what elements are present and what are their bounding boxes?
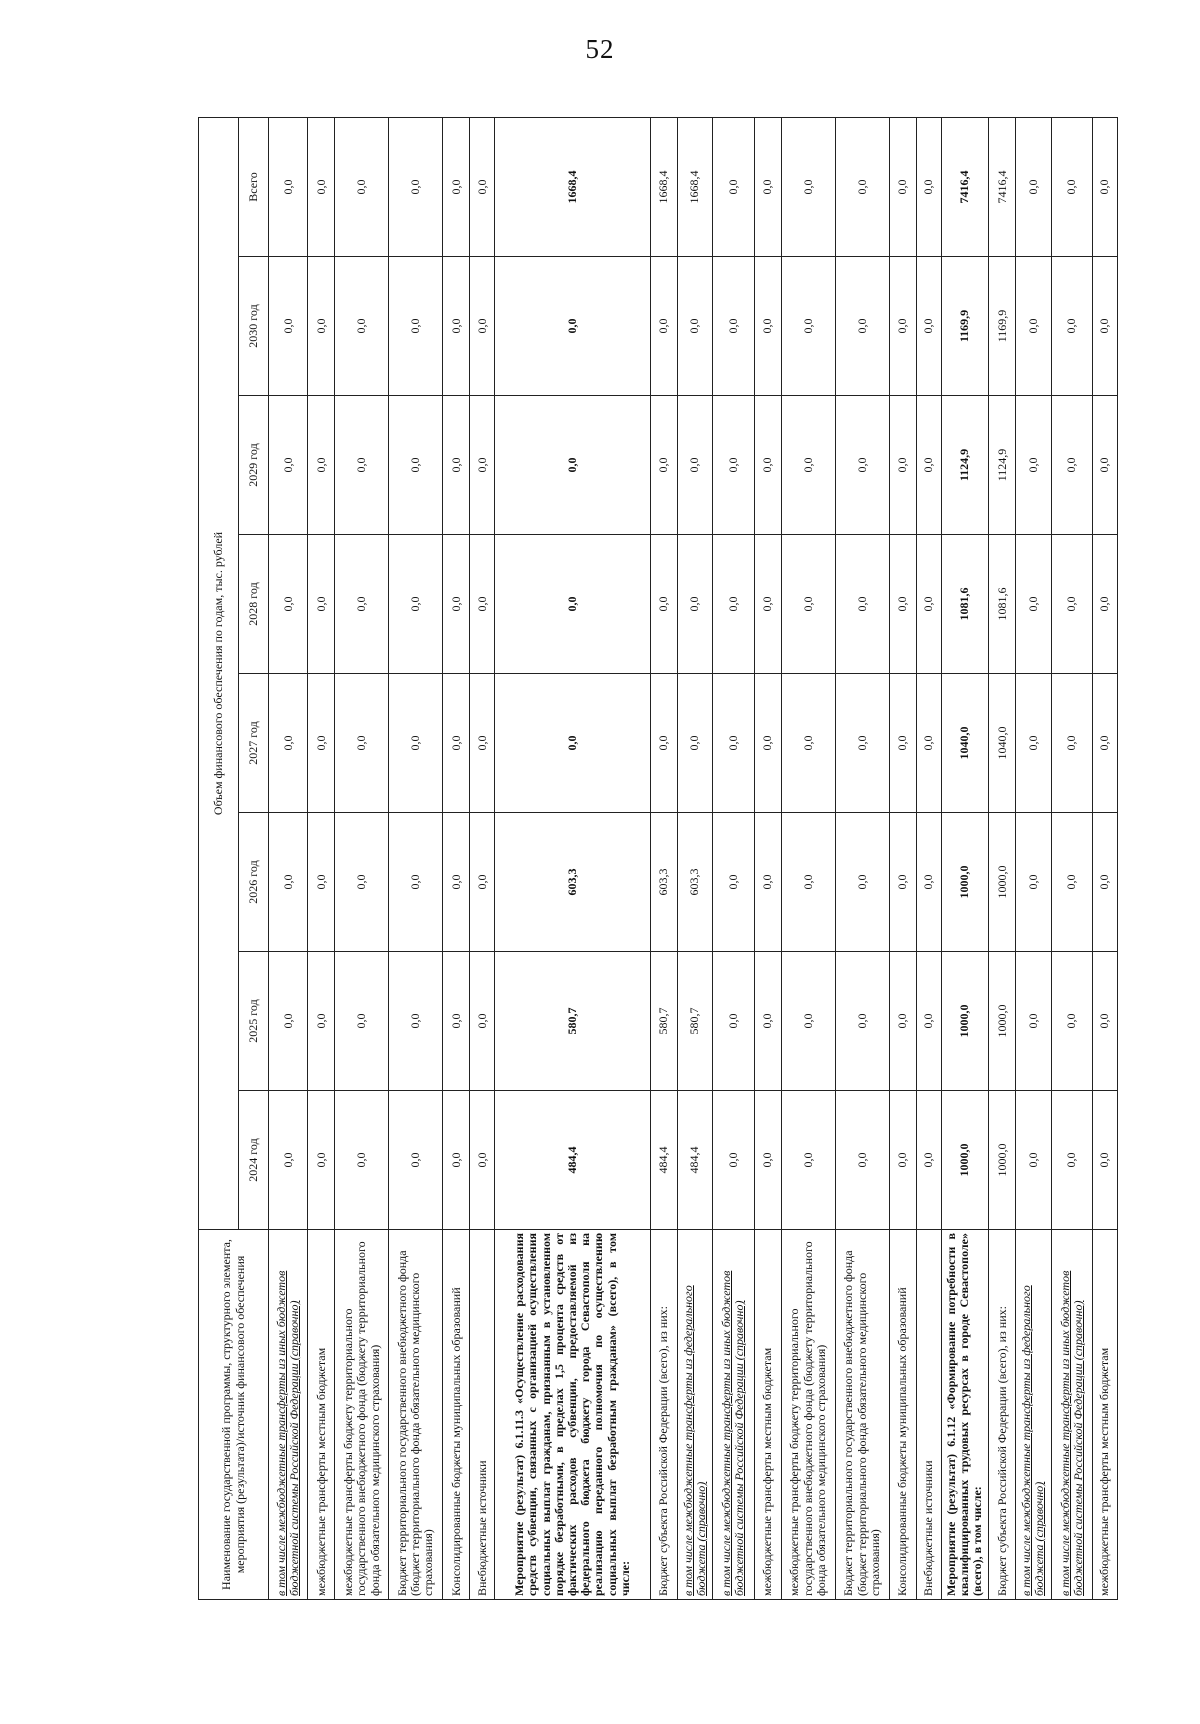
value-cell: 0,0 bbox=[443, 813, 470, 952]
value-cell: 0,0 bbox=[389, 1091, 443, 1230]
table-row bbox=[1016, 117, 1051, 1599]
row-label: Внебюджетные источники bbox=[470, 1230, 495, 1600]
row-label: межбюджетные трансферты местным бюджетам bbox=[1093, 1230, 1118, 1600]
table-row bbox=[269, 117, 308, 1599]
value-cell: 0,0 bbox=[677, 257, 712, 396]
value-cell: 1081,6 bbox=[989, 535, 1016, 674]
value-cell: 1124,9 bbox=[989, 396, 1016, 535]
value-cell: 1169,9 bbox=[941, 257, 989, 396]
value-cell: 0,0 bbox=[443, 396, 470, 535]
value-cell: 0,0 bbox=[754, 396, 781, 535]
table-row bbox=[308, 117, 335, 1599]
value-cell: 484,4 bbox=[495, 1091, 651, 1230]
value-cell: 7416,4 bbox=[941, 117, 989, 256]
row-label: Консолидированные бюджеты муниципальных образований bbox=[889, 1230, 916, 1600]
value-cell: 0,0 bbox=[713, 396, 755, 535]
value-cell: 1081,6 bbox=[941, 535, 989, 674]
value-cell: 0,0 bbox=[1016, 674, 1051, 813]
value-cell: 0,0 bbox=[713, 117, 755, 256]
value-cell: 0,0 bbox=[470, 1091, 495, 1230]
value-cell: 0,0 bbox=[835, 257, 889, 396]
value-cell: 0,0 bbox=[781, 257, 835, 396]
value-cell: 0,0 bbox=[335, 396, 389, 535]
value-cell: 0,0 bbox=[1051, 535, 1093, 674]
table-row bbox=[443, 117, 470, 1599]
year-header: Всего bbox=[239, 117, 269, 256]
year-header: 2027 год bbox=[239, 674, 269, 813]
value-cell: 0,0 bbox=[1093, 535, 1118, 674]
value-cell: 0,0 bbox=[916, 674, 941, 813]
table-row bbox=[1093, 117, 1118, 1599]
value-cell: 0,0 bbox=[269, 257, 308, 396]
value-cell: 0,0 bbox=[269, 674, 308, 813]
row-label: межбюджетные трансферты бюджету территориального государственного внебюджетного фонда (бюджету территориального фонда обязательного медицинского страхования) bbox=[335, 1230, 389, 1600]
value-cell: 0,0 bbox=[1093, 674, 1118, 813]
year-header: 2028 год bbox=[239, 535, 269, 674]
value-cell: 0,0 bbox=[677, 396, 712, 535]
table-row bbox=[835, 117, 889, 1599]
value-cell: 0,0 bbox=[835, 117, 889, 256]
value-cell: 484,4 bbox=[650, 1091, 677, 1230]
value-cell: 0,0 bbox=[650, 674, 677, 813]
value-cell: 0,0 bbox=[1016, 952, 1051, 1091]
row-label: Мероприятие (результат) 6.1.11.3 «Осуществление расходования средств субвенции, связанных с организацией осуществления социальных выплат гражданам, признанным в установленном порядке безработными, в пределах 1,5 процента средств от фактических расходов субвенции, предоставляемой из федерального бюджета бюджету города Севастополя на реализацию переданного полномочия по осуществлению социальных выплат безработным гражданам» (всего), в том числе: bbox=[495, 1230, 651, 1600]
value-cell: 0,0 bbox=[889, 257, 916, 396]
value-cell: 0,0 bbox=[754, 535, 781, 674]
value-cell: 0,0 bbox=[916, 1091, 941, 1230]
value-cell: 580,7 bbox=[650, 952, 677, 1091]
value-cell: 0,0 bbox=[889, 952, 916, 1091]
value-cell: 0,0 bbox=[835, 396, 889, 535]
value-cell: 0,0 bbox=[308, 535, 335, 674]
row-label: в том числе межбюджетные трансферты из иных бюджетов бюджетной системы Российской Федерации (справочно) bbox=[269, 1230, 308, 1600]
value-cell: 0,0 bbox=[443, 674, 470, 813]
value-cell: 0,0 bbox=[781, 535, 835, 674]
row-label: межбюджетные трансферты местным бюджетам bbox=[754, 1230, 781, 1600]
row-label: в том числе межбюджетные трансферты из иных бюджетов бюджетной системы Российской Федерации (справочно) bbox=[713, 1230, 755, 1600]
value-cell: 0,0 bbox=[335, 952, 389, 1091]
value-cell: 0,0 bbox=[916, 535, 941, 674]
value-cell: 0,0 bbox=[308, 396, 335, 535]
value-cell: 0,0 bbox=[308, 1091, 335, 1230]
value-cell: 0,0 bbox=[916, 117, 941, 256]
value-cell: 0,0 bbox=[781, 117, 835, 256]
value-cell: 0,0 bbox=[495, 257, 651, 396]
value-cell: 0,0 bbox=[713, 535, 755, 674]
value-cell: 1668,4 bbox=[650, 117, 677, 256]
value-cell: 0,0 bbox=[470, 813, 495, 952]
value-cell: 7416,4 bbox=[989, 117, 1016, 256]
value-cell: 0,0 bbox=[389, 813, 443, 952]
value-cell: 0,0 bbox=[650, 535, 677, 674]
value-cell: 0,0 bbox=[781, 952, 835, 1091]
value-cell: 0,0 bbox=[650, 257, 677, 396]
value-cell: 0,0 bbox=[389, 257, 443, 396]
value-cell: 603,3 bbox=[677, 813, 712, 952]
table-row bbox=[781, 117, 835, 1599]
value-cell: 0,0 bbox=[335, 674, 389, 813]
table-row bbox=[335, 117, 389, 1599]
row-label: Консолидированные бюджеты муниципальных образований bbox=[443, 1230, 470, 1600]
value-cell: 1169,9 bbox=[989, 257, 1016, 396]
value-cell: 0,0 bbox=[713, 813, 755, 952]
value-cell: 0,0 bbox=[443, 1091, 470, 1230]
value-cell: 0,0 bbox=[1093, 117, 1118, 256]
row-label: в том числе межбюджетные трансферты из федерального бюджета (справочно) bbox=[1016, 1230, 1051, 1600]
value-cell: 0,0 bbox=[470, 257, 495, 396]
value-cell: 0,0 bbox=[269, 535, 308, 674]
value-cell: 0,0 bbox=[781, 1091, 835, 1230]
value-cell: 580,7 bbox=[495, 952, 651, 1091]
value-cell: 0,0 bbox=[713, 952, 755, 1091]
value-cell: 0,0 bbox=[835, 1091, 889, 1230]
value-cell: 0,0 bbox=[754, 257, 781, 396]
table-row bbox=[650, 117, 677, 1599]
table-row bbox=[916, 117, 941, 1599]
value-cell: 0,0 bbox=[713, 674, 755, 813]
value-cell: 1000,0 bbox=[941, 952, 989, 1091]
value-cell: 0,0 bbox=[835, 952, 889, 1091]
value-cell: 0,0 bbox=[1051, 674, 1093, 813]
value-cell: 0,0 bbox=[308, 813, 335, 952]
value-cell: 0,0 bbox=[916, 257, 941, 396]
value-cell: 0,0 bbox=[916, 952, 941, 1091]
value-cell: 0,0 bbox=[754, 674, 781, 813]
value-cell: 1668,4 bbox=[677, 117, 712, 256]
value-cell: 0,0 bbox=[335, 257, 389, 396]
value-cell: 0,0 bbox=[389, 117, 443, 256]
table-row bbox=[889, 117, 916, 1599]
value-cell: 1000,0 bbox=[941, 1091, 989, 1230]
value-cell: 0,0 bbox=[1093, 952, 1118, 1091]
value-cell: 1668,4 bbox=[495, 117, 651, 256]
year-header: 2025 год bbox=[239, 952, 269, 1091]
value-cell: 1000,0 bbox=[941, 813, 989, 952]
page-number: 52 bbox=[585, 34, 615, 64]
value-cell: 0,0 bbox=[889, 396, 916, 535]
value-cell: 0,0 bbox=[1093, 257, 1118, 396]
value-cell: 0,0 bbox=[889, 535, 916, 674]
value-cell: 0,0 bbox=[443, 257, 470, 396]
row-label: Бюджет территориального государственного внебюджетного фонда (бюджет территориального фонда обязательного медицинского страхования) bbox=[389, 1230, 443, 1600]
value-cell: 0,0 bbox=[889, 813, 916, 952]
year-header: 2026 год bbox=[239, 813, 269, 952]
value-cell: 0,0 bbox=[889, 117, 916, 256]
value-cell: 0,0 bbox=[754, 952, 781, 1091]
value-cell: 0,0 bbox=[889, 674, 916, 813]
value-cell: 0,0 bbox=[308, 952, 335, 1091]
value-cell: 1124,9 bbox=[941, 396, 989, 535]
table-row bbox=[389, 117, 443, 1599]
value-cell: 0,0 bbox=[781, 396, 835, 535]
year-header: 2024 год bbox=[239, 1091, 269, 1230]
value-cell: 0,0 bbox=[1016, 396, 1051, 535]
table-container bbox=[198, 120, 1118, 1600]
value-cell: 0,0 bbox=[443, 535, 470, 674]
value-cell: 0,0 bbox=[470, 535, 495, 674]
value-cell: 0,0 bbox=[754, 813, 781, 952]
table-row bbox=[1051, 117, 1093, 1599]
row-label: Внебюджетные источники bbox=[916, 1230, 941, 1600]
value-cell: 0,0 bbox=[1093, 396, 1118, 535]
table-row bbox=[470, 117, 495, 1599]
value-cell: 0,0 bbox=[335, 535, 389, 674]
value-cell: 0,0 bbox=[1051, 813, 1093, 952]
value-cell: 0,0 bbox=[650, 396, 677, 535]
value-cell: 0,0 bbox=[677, 535, 712, 674]
value-cell: 0,0 bbox=[470, 117, 495, 256]
row-label: в том числе межбюджетные трансферты из иных бюджетов бюджетной системы Российской Федерации (справочно) bbox=[1051, 1230, 1093, 1600]
value-cell: 0,0 bbox=[677, 674, 712, 813]
value-cell: 0,0 bbox=[470, 396, 495, 535]
value-cell: 0,0 bbox=[495, 674, 651, 813]
value-cell: 0,0 bbox=[1016, 535, 1051, 674]
value-cell: 0,0 bbox=[443, 117, 470, 256]
value-cell: 0,0 bbox=[713, 257, 755, 396]
value-cell: 0,0 bbox=[754, 1091, 781, 1230]
table-row bbox=[713, 117, 755, 1599]
value-cell: 0,0 bbox=[835, 813, 889, 952]
table-row bbox=[754, 117, 781, 1599]
value-cell: 0,0 bbox=[269, 117, 308, 256]
value-cell: 0,0 bbox=[269, 1091, 308, 1230]
value-cell: 0,0 bbox=[269, 396, 308, 535]
value-cell: 0,0 bbox=[1051, 952, 1093, 1091]
value-cell: 0,0 bbox=[389, 396, 443, 535]
value-cell: 1000,0 bbox=[989, 952, 1016, 1091]
value-cell: 0,0 bbox=[1093, 813, 1118, 952]
value-cell: 0,0 bbox=[754, 117, 781, 256]
table-row bbox=[677, 117, 712, 1599]
value-cell: 0,0 bbox=[835, 674, 889, 813]
value-cell: 0,0 bbox=[308, 117, 335, 256]
table-row bbox=[495, 117, 651, 1599]
value-cell: 0,0 bbox=[443, 952, 470, 1091]
value-cell: 0,0 bbox=[389, 535, 443, 674]
year-header: 2029 год bbox=[239, 396, 269, 535]
value-cell: 1000,0 bbox=[989, 1091, 1016, 1230]
value-cell: 603,3 bbox=[495, 813, 651, 952]
value-cell: 0,0 bbox=[495, 535, 651, 674]
value-cell: 580,7 bbox=[677, 952, 712, 1091]
value-cell: 0,0 bbox=[1051, 117, 1093, 256]
value-cell: 0,0 bbox=[713, 1091, 755, 1230]
value-cell: 1040,0 bbox=[989, 674, 1016, 813]
value-cell: 0,0 bbox=[835, 535, 889, 674]
value-cell: 0,0 bbox=[269, 813, 308, 952]
row-label: Бюджет субъекта Российской Федерации (всего), из них: bbox=[650, 1230, 677, 1600]
value-cell: 603,3 bbox=[650, 813, 677, 952]
value-cell: 0,0 bbox=[335, 813, 389, 952]
value-cell: 0,0 bbox=[308, 674, 335, 813]
value-cell: 0,0 bbox=[495, 396, 651, 535]
table-row bbox=[941, 117, 989, 1599]
value-cell: 0,0 bbox=[1016, 813, 1051, 952]
value-cell: 0,0 bbox=[470, 952, 495, 1091]
value-cell: 0,0 bbox=[889, 1091, 916, 1230]
row-label: межбюджетные трансферты бюджету территориального государственного внебюджетного фонда (бюджету территориального фонда обязательного медицинского страхования) bbox=[781, 1230, 835, 1600]
row-label: в том числе межбюджетные трансферты из федерального бюджета (справочно) bbox=[677, 1230, 712, 1600]
row-label: межбюджетные трансферты местным бюджетам bbox=[308, 1230, 335, 1600]
value-cell: 0,0 bbox=[1016, 117, 1051, 256]
row-label: Мероприятие (результат) 6.1.12 «Формирование потребности в квалифицированных трудовых ресурсах в городе Севастополе» (всего), в том числе: bbox=[941, 1230, 989, 1600]
value-cell: 484,4 bbox=[677, 1091, 712, 1230]
value-cell: 0,0 bbox=[1016, 257, 1051, 396]
row-label: Бюджет территориального государственного внебюджетного фонда (бюджет территориального фонда обязательного медицинского страхования) bbox=[835, 1230, 889, 1600]
value-cell: 0,0 bbox=[470, 674, 495, 813]
value-cell: 0,0 bbox=[389, 674, 443, 813]
value-cell: 0,0 bbox=[335, 117, 389, 256]
value-cell: 0,0 bbox=[1051, 396, 1093, 535]
value-cell: 0,0 bbox=[1051, 1091, 1093, 1230]
value-cell: 0,0 bbox=[916, 813, 941, 952]
value-cell: 1000,0 bbox=[989, 813, 1016, 952]
value-cell: 0,0 bbox=[1093, 1091, 1118, 1230]
volume-header: Объем финансового обеспечения по годам, тыс. рублей bbox=[199, 117, 239, 1229]
value-cell: 0,0 bbox=[389, 952, 443, 1091]
value-cell: 0,0 bbox=[1016, 1091, 1051, 1230]
value-cell: 0,0 bbox=[1051, 257, 1093, 396]
row-label: Бюджет субъекта Российской Федерации (всего), из них: bbox=[989, 1230, 1016, 1600]
value-cell: 0,0 bbox=[781, 674, 835, 813]
value-cell: 0,0 bbox=[335, 1091, 389, 1230]
table-row bbox=[989, 117, 1016, 1599]
value-cell: 1040,0 bbox=[941, 674, 989, 813]
year-header: 2030 год bbox=[239, 257, 269, 396]
value-cell: 0,0 bbox=[269, 952, 308, 1091]
value-cell: 0,0 bbox=[916, 396, 941, 535]
value-cell: 0,0 bbox=[781, 813, 835, 952]
financing-table bbox=[198, 117, 1118, 1600]
name-column-header: Наименование государственной программы, структурного элемента, мероприятия (результата)/источник финансового обеспечения bbox=[199, 1230, 269, 1600]
value-cell: 0,0 bbox=[308, 257, 335, 396]
